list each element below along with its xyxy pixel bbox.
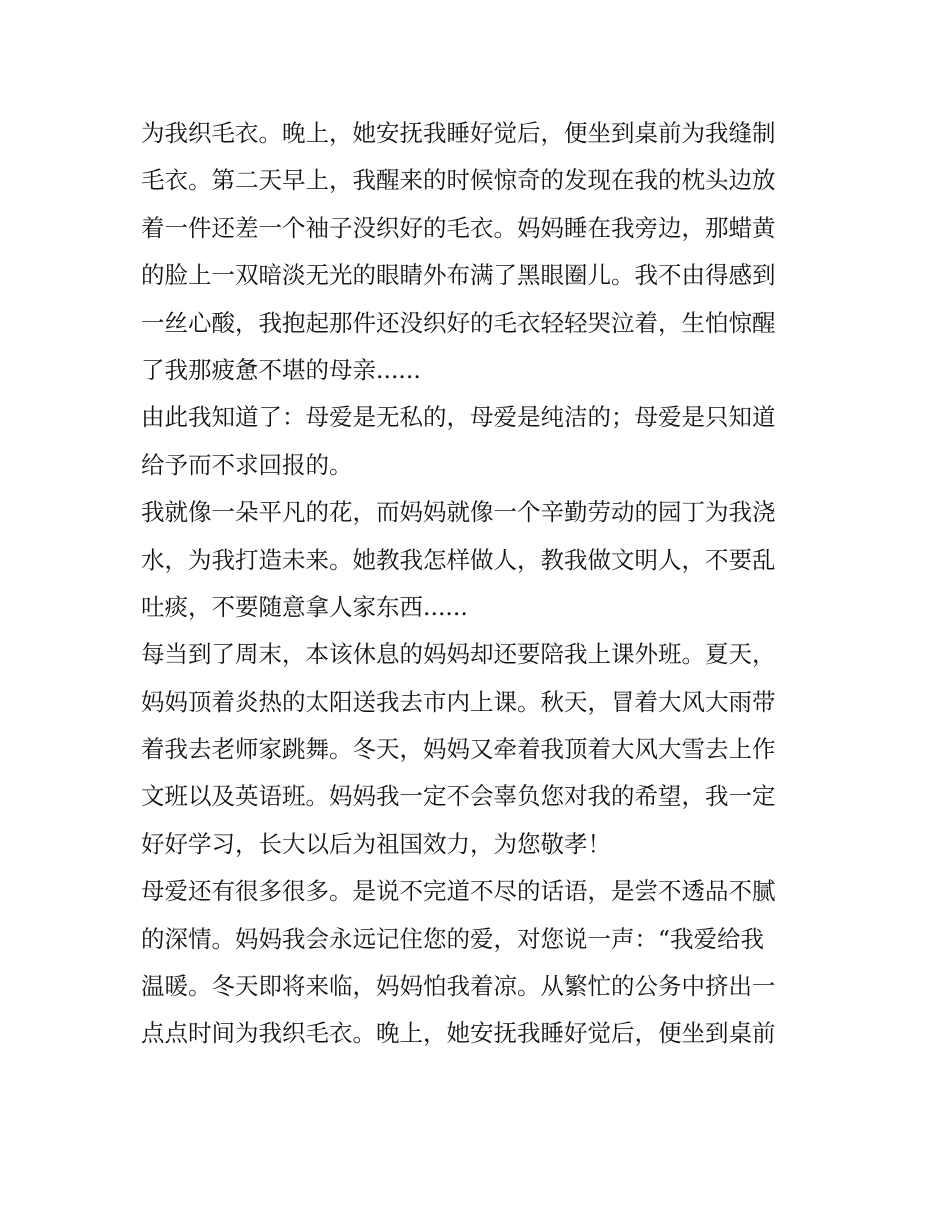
text-line: 吐痰，不要随意拿人家东西...... bbox=[141, 592, 468, 621]
text-line: 我就像一朵平凡的花，而妈妈就像一个辛勤劳动的园丁为我浇 bbox=[141, 498, 776, 527]
text-line: 由此我知道了：母爱是无私的，母爱是纯洁的；母爱是只知道 bbox=[141, 403, 776, 432]
text-line: 妈妈顶着炎热的太阳送我去市内上课。秋天，冒着大风大雨带 bbox=[141, 687, 776, 716]
text-line: 水，为我打造未来。她教我怎样做人，教我做文明人，不要乱 bbox=[141, 545, 776, 574]
text-line: 着一件还差一个袖子没织好的毛衣。妈妈睡在我旁边，那蜡黄 bbox=[141, 213, 776, 242]
text-line: 每当到了周末，本该休息的妈妈却还要陪我上课外班。夏天， bbox=[141, 640, 776, 669]
text-line: 了我那疲惫不堪的母亲...... bbox=[141, 355, 421, 384]
text-line: 毛衣。第二天早上，我醒来的时候惊奇的发现在我的枕头边放 bbox=[141, 166, 776, 195]
body-text bbox=[141, 110, 811, 1058]
text-line: 给予而不求回报的。 bbox=[141, 450, 353, 479]
text-line: 的脸上一双暗淡无光的眼睛外布满了黑眼圈儿。我不由得感到 bbox=[141, 261, 776, 290]
text-line: 温暖。冬天即将来临，妈妈怕我着凉。从繁忙的公务中挤出一 bbox=[141, 972, 776, 1001]
text-line: 点点时间为我织毛衣。晚上，她安抚我睡好觉后，便坐到桌前 bbox=[141, 1019, 776, 1048]
text-line: 一丝心酸，我抱起那件还没织好的毛衣轻轻哭泣着，生怕惊醒 bbox=[141, 308, 776, 337]
text-line: 着我去老师家跳舞。冬天，妈妈又牵着我顶着大风大雪去上作 bbox=[141, 735, 776, 764]
text-line: 为我织毛衣。晚上，她安抚我睡好觉后，便坐到桌前为我缝制 bbox=[141, 119, 776, 147]
text-line: 母爱还有很多很多。是说不完道不尽的话语，是尝不透品不腻 bbox=[141, 877, 776, 906]
text-line: 的深情。妈妈我会永远记住您的爱，对您说一声：“我爱给我 bbox=[141, 924, 765, 953]
text-line: 好好学习，长大以后为祖国效力，为您敬孝！ bbox=[141, 829, 611, 858]
text-line: 文班以及英语班。妈妈我一定不会辜负您对我的希望，我一定 bbox=[141, 782, 776, 811]
